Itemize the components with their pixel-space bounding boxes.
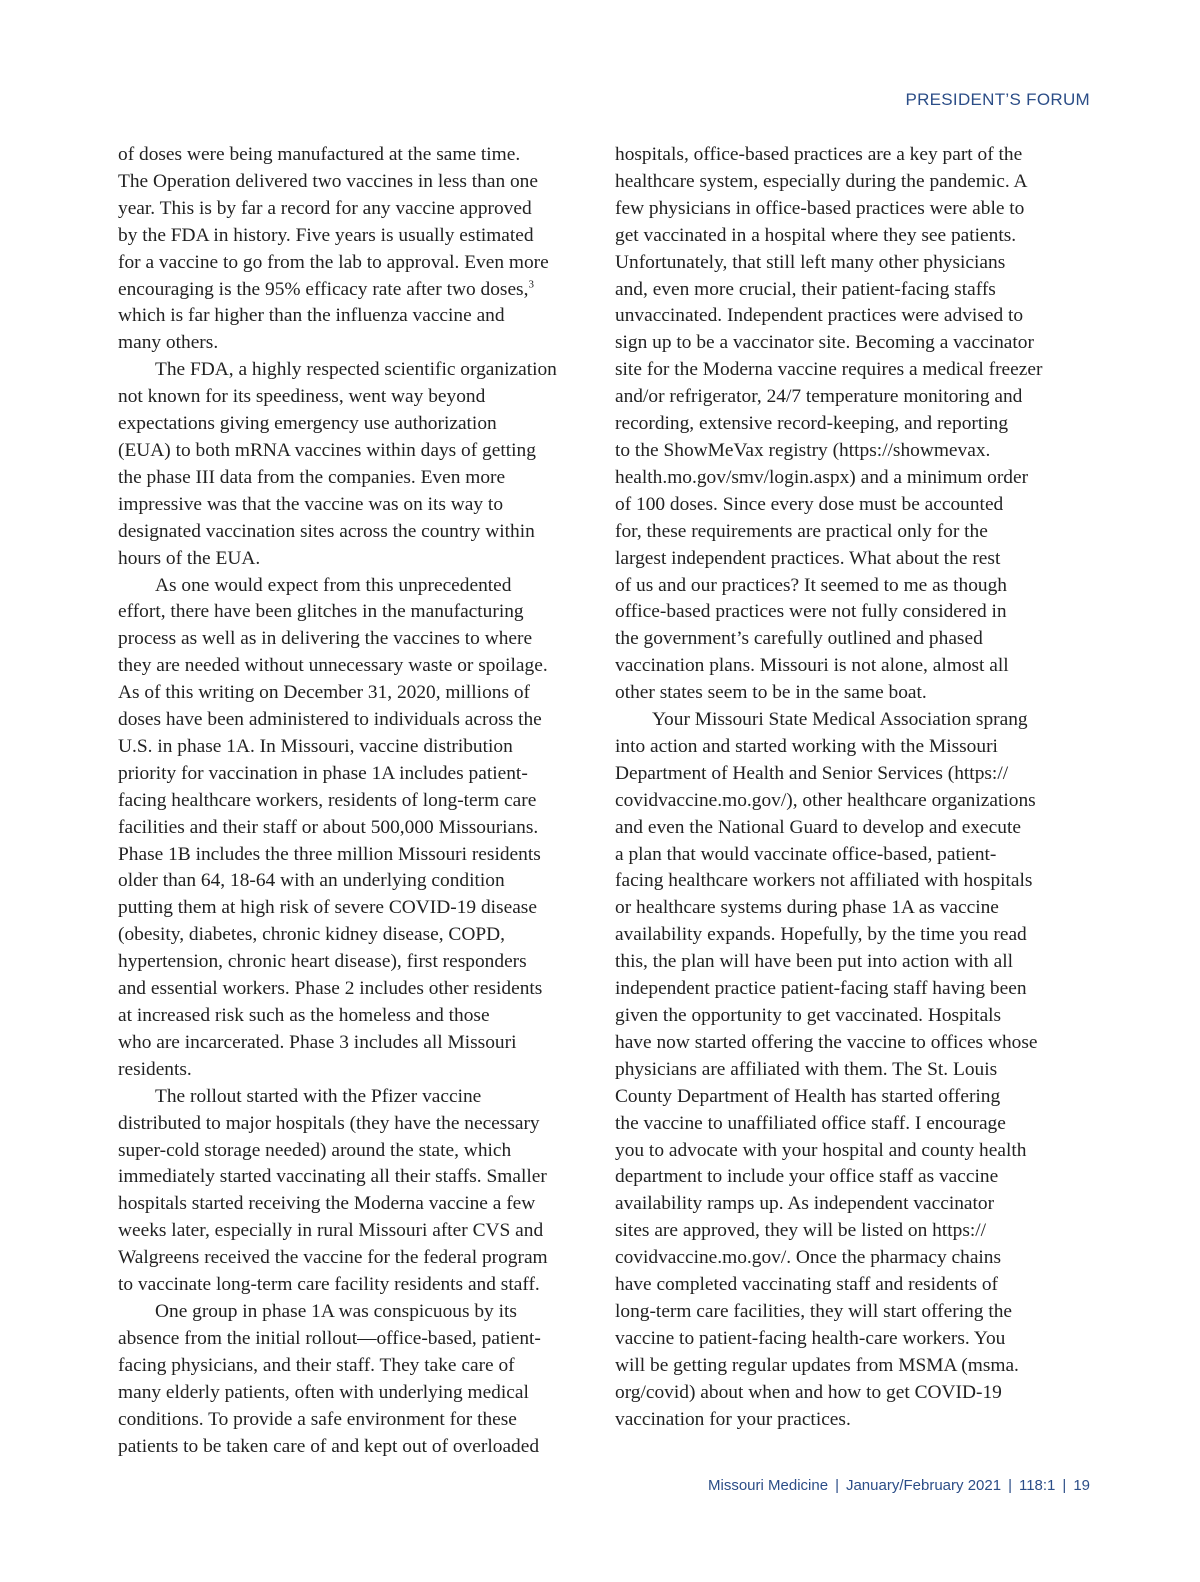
- text-line: other states seem to be in the same boat.: [615, 682, 927, 704]
- text-line: this, the plan will have been put into action with all: [615, 951, 1013, 973]
- text-line: and essential workers. Phase 2 includes other residents: [118, 978, 543, 1000]
- text-line: hours of the EUA.: [118, 547, 261, 569]
- text-line: conditions. To provide a safe environment for these: [118, 1408, 517, 1430]
- text-line: putting them at high risk of severe COVID-19 disease: [118, 897, 537, 919]
- text-line: of us and our practices? It seemed to me as though: [615, 574, 1007, 596]
- text-line: and even the National Guard to develop and execute: [615, 816, 1021, 838]
- text-line: many elderly patients, often with underlying medical: [118, 1381, 529, 1403]
- text-line: Your Missouri State Medical Association sprang: [652, 709, 1028, 731]
- text-line: and/or refrigerator, 24/7 temperature monitoring and: [615, 386, 1023, 408]
- text-line: sites are approved, they will be listed on https://: [615, 1220, 987, 1242]
- text-line: distributed to major hospitals (they have the necessary: [118, 1112, 540, 1134]
- text-line: recording, extensive record-keeping, and reporting: [615, 413, 1009, 435]
- text-line: org/covid) about when and how to get COVID-19: [615, 1381, 1002, 1403]
- text-line: covidvaccine.mo.gov/. Once the pharmacy chains: [615, 1247, 1002, 1269]
- text-line: The rollout started with the Pfizer vaccine: [155, 1085, 482, 1107]
- text-line: covidvaccine.mo.gov/), other healthcare organizations: [615, 789, 1036, 811]
- text-line: few physicians in office-based practices were able to: [615, 197, 1025, 219]
- text-line: by the FDA in history. Five years is usually estimated: [118, 224, 534, 246]
- text-line: long-term care facilities, they will start offering the: [615, 1300, 1013, 1322]
- footer-separator: |: [1008, 1477, 1012, 1494]
- issue-date: January/February 2021: [845, 1477, 1002, 1494]
- paragraph: [118, 573, 592, 1084]
- text-line: physicians are affiliated with them. The St. Louis: [615, 1058, 998, 1080]
- text-line: Walgreens received the vaccine for the federal program: [118, 1247, 548, 1269]
- text-line: healthcare system, especially during the pandemic. A: [615, 170, 1028, 192]
- text-line: for, these requirements are practical only for the: [615, 520, 988, 542]
- page-footer: [708, 1477, 1090, 1494]
- text-line: U.S. in phase 1A. In Missouri, vaccine distribution: [118, 735, 513, 757]
- text-line: for a vaccine to go from the lab to approval. Even more: [118, 251, 549, 273]
- text-line: vaccination for your practices.: [615, 1408, 851, 1430]
- text-line: into action and started working with the Missouri: [615, 735, 998, 757]
- text-line: or healthcare systems during phase 1A as vaccine: [615, 897, 999, 919]
- text-line: facing healthcare workers, residents of long-term care: [118, 789, 537, 811]
- text-line: unvaccinated. Independent practices were advised to: [615, 305, 1024, 327]
- text-line: weeks later, especially in rural Missouri after CVS and: [118, 1220, 544, 1242]
- text-line: have now started offering the vaccine to offices whose: [615, 1031, 1038, 1053]
- text-line: who are incarcerated. Phase 3 includes all Missouri: [118, 1031, 517, 1053]
- text-line: get vaccinated in a hospital where they see patients.: [615, 224, 1017, 246]
- text-line: given the opportunity to get vaccinated. Hospitals: [615, 1005, 1002, 1026]
- text-line: residents.: [118, 1058, 192, 1080]
- paragraph: [118, 357, 592, 572]
- text-line: many others.: [118, 332, 219, 354]
- text-line: (obesity, diabetes, chronic kidney disease, COPD,: [118, 924, 506, 946]
- text-line: doses have been administered to individuals across the: [118, 709, 542, 731]
- text-line: vaccine to patient-facing health-care workers. You: [615, 1327, 1006, 1349]
- text-line: department to include your office staff as vaccine: [615, 1166, 999, 1188]
- paragraph: [615, 707, 1089, 1433]
- text-line: availability expands. Hopefully, by the time you read: [615, 924, 1027, 946]
- text-line: hospitals started receiving the Moderna vaccine a few: [118, 1193, 536, 1215]
- paragraph: [118, 142, 592, 357]
- text-line: As of this writing on December 31, 2020, millions of: [118, 682, 531, 704]
- text-line: of doses were being manufactured at the same time.: [118, 144, 521, 165]
- footer-separator: |: [835, 1477, 839, 1494]
- right-column: [615, 142, 1089, 1434]
- text-line: year. This is by far a record for any vaccine approved: [118, 197, 532, 219]
- text-line: super-cold storage needed) around the state, which: [118, 1139, 512, 1161]
- text-line: largest independent practices. What about the rest: [615, 547, 1001, 569]
- text-line: facing healthcare workers not affiliated with hospitals: [615, 870, 1033, 892]
- page-number: 19: [1073, 1477, 1090, 1494]
- text-line: As one would expect from this unprecedented: [155, 574, 512, 596]
- text-line: to the ShowMeVax registry (https://showmevax.: [615, 439, 991, 461]
- text-line: will be getting regular updates from MSMA (msma.: [615, 1354, 1019, 1376]
- text-line: they are needed without unnecessary waste or spoilage.: [118, 655, 548, 677]
- left-column: [118, 142, 592, 1460]
- text-line: the vaccine to unaffiliated office staff. I encourage: [615, 1112, 1006, 1134]
- text-line: Unfortunately, that still left many other physicians: [615, 251, 1006, 273]
- text-line: a plan that would vaccinate office-based, patient-: [615, 843, 997, 865]
- text-line: vaccination plans. Missouri is not alone, almost all: [615, 655, 1009, 677]
- text-line: The FDA, a highly respected scientific organization: [155, 359, 557, 381]
- text-line: have completed vaccinating staff and residents of: [615, 1274, 999, 1296]
- text-line: Phase 1B includes the three million Missouri residents: [118, 843, 541, 865]
- text-line: hypertension, chronic heart disease), first responders: [118, 951, 527, 973]
- text-line: sign up to be a vaccinator site. Becoming a vaccinator: [615, 332, 1034, 354]
- text-line: which is far higher than the influenza vaccine and: [118, 305, 505, 327]
- text-line: County Department of Health has started offering: [615, 1085, 1001, 1107]
- text-line: at increased risk such as the homeless and those: [118, 1005, 490, 1026]
- journal-name: Missouri Medicine: [708, 1477, 829, 1494]
- text-line: effort, there have been glitches in the manufacturing: [118, 601, 524, 623]
- text-line: expectations giving emergency use authorization: [118, 413, 497, 435]
- text-line: facing physicians, and their staff. They take care of: [118, 1354, 515, 1376]
- text-line: hospitals, office-based practices are a key part of the: [615, 144, 1023, 165]
- text-line: the phase III data from the companies. Even more: [118, 466, 506, 488]
- text-line: and, even more crucial, their patient-facing staffs: [615, 278, 996, 300]
- text-line: designated vaccination sites across the country within: [118, 520, 535, 542]
- text-line: process as well as in delivering the vaccines to where: [118, 628, 533, 650]
- paragraph: [615, 142, 1089, 707]
- text-line: not known for its speediness, went way beyond: [118, 386, 486, 408]
- text-line: office-based practices were not fully considered in: [615, 601, 1007, 623]
- text-line: facilities and their staff or about 500,000 Missourians.: [118, 816, 539, 838]
- text-line: to vaccinate long-term care facility residents and staff.: [118, 1274, 540, 1296]
- text-line: site for the Moderna vaccine requires a medical freezer: [615, 359, 1043, 381]
- text-line: health.mo.gov/smv/login.aspx) and a minimum order: [615, 466, 1029, 488]
- text-line: the government’s carefully outlined and phased: [615, 628, 983, 650]
- paragraph: [118, 1299, 592, 1460]
- text-line: (EUA) to both mRNA vaccines within days of getting: [118, 439, 536, 461]
- section-header: PRESIDENT’S FORUM: [905, 90, 1090, 109]
- volume-number: 118:1: [1018, 1477, 1056, 1494]
- text-line: The Operation delivered two vaccines in less than one: [118, 170, 538, 192]
- text-line: One group in phase 1A was conspicuous by its: [155, 1300, 517, 1322]
- text-line: patients to be taken care of and kept out of overloaded: [118, 1435, 540, 1457]
- text-line: you to advocate with your hospital and county health: [615, 1139, 1027, 1161]
- text-line: Department of Health and Senior Services (https://: [615, 762, 1009, 784]
- text-line: priority for vaccination in phase 1A includes patient-: [118, 762, 528, 784]
- text-line: absence from the initial rollout—office-based, patient-: [118, 1327, 541, 1349]
- paragraph: [118, 1084, 592, 1299]
- text-line: immediately started vaccinating all their staffs. Smaller: [118, 1166, 547, 1188]
- text-line: older than 64, 18-64 with an underlying condition: [118, 870, 505, 892]
- text-line: of 100 doses. Since every dose must be accounted: [615, 493, 1004, 515]
- text-line: impressive was that the vaccine was on its way to: [118, 493, 504, 515]
- footer-separator: |: [1062, 1477, 1067, 1494]
- footnote-reference: 3: [528, 278, 534, 291]
- text-line: availability ramps up. As independent vaccinator: [615, 1193, 995, 1215]
- text-line: independent practice patient-facing staff having been: [615, 978, 1027, 1000]
- text-line: encouraging is the 95% efficacy rate after two doses,: [118, 278, 529, 300]
